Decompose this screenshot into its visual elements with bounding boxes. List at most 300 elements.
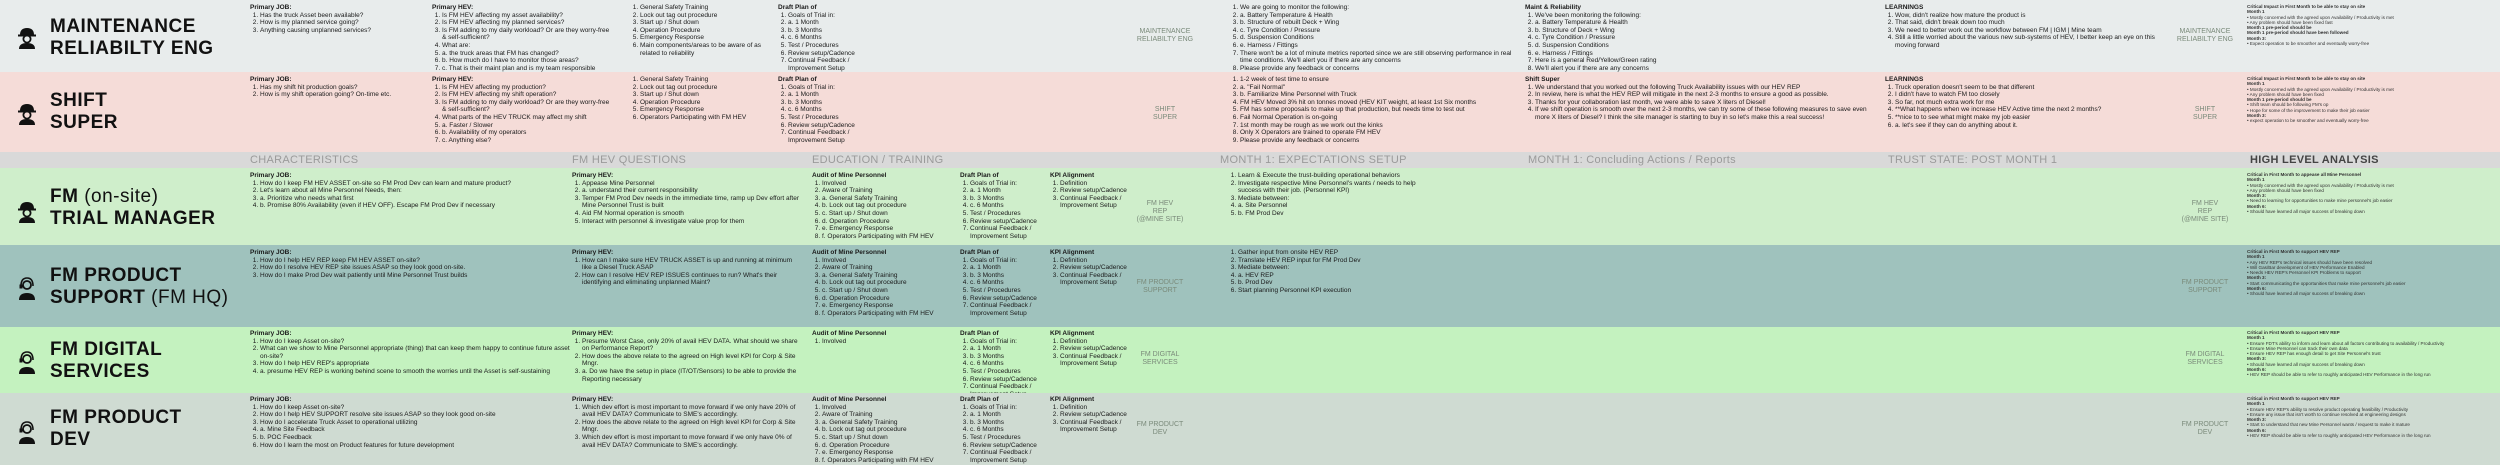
- person-headset-icon: [14, 419, 40, 445]
- analysis-line: Month 6:: [2247, 203, 2267, 209]
- analysis-line: Month 1: [2247, 9, 2265, 15]
- analysis-line: • Ensure any issue that isn't worth to continue resolved at engineering designs: [2247, 411, 2406, 417]
- list-item: 3. Temper FM Prod Dev needs in the immediate time, ramp up Dev effort after Mine Personnel Trust is built: [582, 195, 802, 210]
- list-item: 6. Review setup/Cadence: [970, 442, 1055, 450]
- list-item: 5. Test / Procedures: [788, 42, 878, 50]
- list-item: 4. c. 6 Months: [788, 34, 878, 42]
- role-ghost-label: FM PRODUCT SUPPORT: [2181, 279, 2229, 294]
- list-item: 2. Review setup/Cadence: [1060, 345, 1150, 353]
- list-item: 5. c. Start up / Shut down: [822, 287, 962, 295]
- list-item: 1. Goals of Trial in:: [970, 257, 1055, 265]
- person-hardhat-icon: [14, 100, 40, 126]
- list-item: 3. b. 3 Months: [970, 353, 1055, 361]
- list-item: 4. c. 6 Months: [970, 426, 1055, 434]
- list-item: 1. Appease Mine Personnel: [582, 180, 802, 188]
- list-item: 8. Only X Operators are trained to operate FM HEV: [1240, 129, 1520, 137]
- list-item: 2. Aware of Training: [822, 264, 962, 272]
- list-item: 1. Definition: [1060, 404, 1150, 412]
- role-cell: [0, 245, 250, 327]
- analysis-line: • Start communicating the opportunities that make mine personnel's job easier: [2247, 280, 2406, 286]
- row-maintenance: [0, 0, 2500, 72]
- questions-cell: Primary HEV: 1. Appease Mine Personnel 2. a. understand their current responsibility 3. Temper FM Prod Dev needs in the immediate time, ramp up Dev effort after Mine Personnel Trust is built 4. Aid FM Normal operation is smooth 5. Interact with personnel & investigate value prop for them: [572, 172, 802, 225]
- analysis-line: • Mostly concerned with the agreed upon Availability / Productivity is met: [2247, 182, 2394, 188]
- list-item: 1. Involved: [822, 404, 962, 412]
- month1-concluding-cell: Shift Super 1. We understand that you worked out the following Truck Availability issues with our HEV REP 2. In review, here is what the HEV REP will mitigate in the next 2-3 months to ensure a good as possible. 3. Thanks for your collaboration last month, we were able to save X liters of Diesel! 4. If we shift operation is smooth over the next 2-3 months, we can try some of these following measures to save even more X liters of Diesel? I think the site manager is starting to buy in so let's make this a real success!: [1525, 76, 1870, 122]
- list-item: 1. Learn & Execute the trust-building operational behaviors: [1238, 172, 1428, 180]
- row-shift-super: [0, 72, 2500, 152]
- draft-plan-cell: Draft Plan of 1. Goals of Trial in: 2. a. 1 Month 3. b. 3 Months 4. c. 6 Months 5. Test / Procedures 6. Review setup/Cadence 7. Continual Feedback / Improvement Setup: [960, 396, 1055, 464]
- analysis-line: Month 3:: [2247, 356, 2267, 362]
- list-item: 1. Definition: [1060, 180, 1150, 188]
- list-item: 5. b. FM Prod Dev: [1238, 210, 1428, 218]
- list-item: 4. a. HEV REP: [1238, 272, 1428, 280]
- list-item: 3. How do I make Prod Dev wait patiently until Mine Personnel Trust builds: [260, 272, 570, 280]
- list-item: 6. b. How much do I have to monitor those areas?: [442, 57, 612, 65]
- list-item: 3. Mediate between:: [1238, 264, 1428, 272]
- analysis-line: • Expect operation to be smoother and eventually worry-free: [2247, 41, 2370, 47]
- list-item: 5. d. Suspension Conditions: [1535, 42, 1795, 50]
- list-item: 8. f. Operators Participating with FM HEV: [822, 457, 962, 465]
- analysis-line: Month 1 pre-period should be: [2247, 25, 2312, 31]
- education-cell: Audit of Mine Personnel 1. Involved: [812, 330, 962, 345]
- list-item: 4. a. Mine Site Feedback: [260, 426, 570, 434]
- questions-cell: Primary HEV: 1. Is FM HEV affecting my asset availability? 2. Is FM HEV affecting my planned services? 3. Is FM adding to my daily workload? Or are they worry-free & self-sufficient? 4. What are: 5. a. the truck areas that FM has changed? 6. b. How much do I have to monitor those areas? 7. c. That is their maint plan and is my team responsible: [432, 4, 612, 72]
- list-item: 1. Goals of Trial in:: [970, 180, 1055, 188]
- role-ghost-label: FM PRODUCT DEV: [2181, 421, 2229, 436]
- list-item: 3. b. 3 Months: [970, 419, 1055, 427]
- list-item: 3. Start up / Shut down: [640, 19, 780, 27]
- education-cell: Audit of Mine Personnel 1. Involved 2. Aware of Training 3. a. General Safety Training 4. b. Lock out tag out procedure 5. c. Start up / Shut down 6. d. Operation Procedure 7. e. Emergency Response 8. f. Operators Participating with FM HEV: [812, 249, 962, 317]
- list-item: 1. Goals of Trial in:: [788, 84, 878, 92]
- analysis-cell: Critical in First Month to appease all Mine Personnel Month 1 • Mostly concerned with the agreed upon Availability / Productivity is met • Any problem should have been fixed Month 3: • Need to learning for opportunities to make mine personnel's job easier Month 6: • Should have learned all major success of breaking down: [2247, 172, 2497, 242]
- list-item: 6. d. Operation Procedure: [822, 442, 962, 450]
- education-cell: [630, 76, 780, 122]
- list-item: 2. a. "Fail Normal": [1240, 84, 1520, 92]
- role-cell: [0, 168, 250, 245]
- list-item: 1. Definition: [1060, 257, 1150, 265]
- role-title: MAINTENANCE RELIABILTY ENG: [50, 16, 214, 59]
- draft-plan-cell: Draft Plan of 1. Goals of Trial in: 2. a. 1 Month 3. b. 3 Months 4. c. 6 Months 5. Test / Procedures 6. Review setup/Cadence 7. Continual Feedback / Improvement Setup: [960, 172, 1055, 240]
- analysis-line: • HEV REP should be able to refer to roughly anticipated HEV Performance in the long run: [2247, 372, 2431, 378]
- list-item: 5. b. POC Feedback: [260, 434, 570, 442]
- list-item: 2. How can I resolve HEV REP ISSUES continues to run? What's their identifying and eliminating unplanned Maint?: [582, 272, 802, 287]
- analysis-line: • Any HEV REP's technical issues should have been resolved: [2247, 259, 2373, 265]
- list-item: 3. We need to better work out the workflow between FM | IGM | Mine team: [1895, 27, 2165, 35]
- list-item: 2. How is my planned service going?: [260, 19, 420, 27]
- list-item: 1. Goals of Trial in:: [970, 404, 1055, 412]
- role-ghost-label: FM DIGITAL SERVICES: [1140, 351, 1180, 366]
- list-item: 4. FM HEV Moved 3% hit on tonnes moved (HEV KIT weight, at least 1st Six months: [1240, 99, 1520, 107]
- analysis-line: • Mostly concerned with the agreed upon Availability / Productivity is met: [2247, 14, 2394, 20]
- list-item: 7. Continual Feedback / Improvement Setup: [970, 302, 1055, 317]
- list-item: 4. a. presume HEV REP is working behind scene to smooth the worries until the Asset is self-sustaining: [260, 368, 570, 376]
- kpi-alignment-cell: KPI Alignment 1. Definition 2. Review setup/Cadence 3. Continual Feedback / Improvement Setup: [1050, 172, 1150, 210]
- list-item: 3. b. Structure of Deck + Wing: [1535, 27, 1795, 35]
- list-item: 2. Is FM HEV affecting my shift operation?: [442, 91, 612, 99]
- list-item: 2. How is my shift operation going? On-time etc.: [260, 91, 420, 99]
- role-ghost-label: SHIFT SUPER: [2192, 106, 2218, 121]
- list-item: 1. Gather input from onsite HEV REP: [1238, 249, 1428, 257]
- list-item: 6. e. Harness / Fittings: [1535, 50, 1795, 58]
- analysis-line: Month 3:: [2247, 113, 2267, 119]
- list-item: 5. Interact with personnel & investigate value prop for them: [582, 218, 802, 226]
- list-item: 3. Anything causing unplanned services?: [260, 27, 420, 35]
- list-item: 2. Is FM HEV affecting my planned services?: [442, 19, 612, 27]
- list-item: 6. Review setup/Cadence: [788, 50, 878, 58]
- analysis-cell: Critical in First Month to support HEV REP Month 1 • Ensure HEV REP's ability to resolve product operating feasibility / Productivity • Ensure any issue that isn't worth to continue resolved at engineering designs Month 3: • Start to understand that new Mine Personnel wants / request to make it mature Month 6: • HEV REP should be able to refer to roughly anticipated HEV Performance in the long run: [2247, 396, 2497, 462]
- list-item: 4. c. 6 Months: [970, 202, 1055, 210]
- list-item: 5. FM has some proposals to make up that production, but needs time to test out: [1240, 106, 1520, 114]
- analysis-line: • Any problem should have been fixed fast: [2247, 19, 2333, 25]
- list-item: 3. a. Prioritize who needs what first: [260, 195, 570, 203]
- list-item: 1. Truck operation doesn't seem to be that different: [1895, 84, 2165, 92]
- list-item: 2. Translate HEV REP input for FM Prod Dev: [1238, 257, 1428, 265]
- column-header: MONTH 1: Concluding Actions / Reports: [1528, 154, 1736, 166]
- list-item: 2. Lock out tag out procedure: [640, 84, 780, 92]
- list-item: 5. Test / Procedures: [970, 210, 1055, 218]
- person-headset-icon: [14, 275, 40, 301]
- analysis-line: Month 1: [2247, 254, 2265, 260]
- kpi-alignment-cell: KPI Alignment 1. Definition 2. Review setup/Cadence 3. Continual Feedback / Improvement Setup: [1050, 330, 1150, 368]
- column-header-bar: [0, 152, 2500, 168]
- list-item: 7. Continual Feedback / Improvement Setup: [788, 57, 878, 72]
- list-item: 7. e. Emergency Response: [822, 302, 962, 310]
- list-item: 1. Involved: [822, 180, 962, 188]
- row-product-support: [0, 245, 2500, 327]
- list-item: 2. a. 1 Month: [970, 345, 1055, 353]
- analysis-line: • Need to learning for opportunities to make mine personnel's job easier: [2247, 198, 2393, 204]
- list-item: 8. f. Operators Participating with FM HEV: [822, 233, 962, 241]
- analysis-line: • Ensure HEV REP's ability to resolve product operating feasibility / Productivity: [2247, 406, 2409, 412]
- list-item: 4. b. Lock out tag out procedure: [822, 202, 962, 210]
- analysis-cell: Critical in First Month to support HEV REP Month 1 • Ensure FDT's ability to inform and learn about all factors contributing to availability / Productivity • Ensure Mine Personnel can track their own data • Ensure HEV REP has enough detail to get Site Personnel's trust Month 3: • Should have learned all major success of breaking down Month 6: • HEV REP should be able to refer to roughly anticipated HEV Performance in the long run: [2247, 330, 2497, 390]
- list-item: 7. There won't be a lot of minute metrics reported since we are still observing performance in real time conditions. We'll alert you if there are any concerns: [1240, 50, 1520, 65]
- list-item: 8. We'll alert you if there are any concerns: [1535, 65, 1795, 73]
- column-header: FM HEV QUESTIONS: [572, 154, 687, 166]
- list-item: 6. b. Availability of my operators: [442, 129, 612, 137]
- list-item: 2. Aware of Training: [822, 187, 962, 195]
- list-item: 1. Goals of Trial in:: [970, 338, 1055, 346]
- column-header: TRUST STATE: POST MONTH 1: [1888, 154, 2058, 166]
- list-item: 5. c. Start up / Shut down: [822, 434, 962, 442]
- list-item: 1. Presume Worst Case, only 20% of avail HEV DATA. What should we share on Performance Report?: [582, 338, 802, 353]
- list-item: 5. a. the truck areas that FM has changed?: [442, 50, 612, 58]
- month1-setup-cell: [1228, 172, 1428, 218]
- analysis-line: • Ensure Mine Personnel can track their own data: [2247, 345, 2348, 351]
- list-item: 6. e. Harness / Fittings: [1240, 42, 1520, 50]
- list-item: 6. How do I learn the most on Product features for future development: [260, 442, 570, 450]
- list-item: 3. a. Do we have the setup in place (IT/OT/Sensors) to be able to provide the Reporting necessary: [582, 368, 802, 383]
- column-header: HIGH LEVEL ANALYSIS: [2250, 154, 2379, 166]
- list-item: 3. So far, not much extra work for me: [1895, 99, 2165, 107]
- list-item: 7. e. Emergency Response: [822, 449, 962, 457]
- trust-state-cell: LEARNINGS 1. Truck operation doesn't seem to be that different 2. I didn't have to watch FM too closely 3. So far, not much extra work for me 4. **What happens when we increase HEV Active time the next 2 months? 5. **nice to to see what might make my job easier 6. a. let's see if they can do anything about it.: [1885, 76, 2165, 129]
- characteristics-cell: Primary JOB: 1. Has the truck Asset been available? 2. How is my planned service going? 3. Anything causing unplanned services?: [250, 4, 420, 34]
- role-title: FM (on-site) TRIAL MANAGER: [50, 186, 216, 229]
- characteristics-cell: Primary JOB: 1. How do I keep Asset on-site? 2. What can we show to Mine Personnel appropriate (thing) that can keep them happy to continue future asset on-site? 3. How do I help HEV REP's appropriate 4. a. presume HEV REP is working behind scene to smooth the worries until the Asset is self-sustaining: [250, 330, 570, 376]
- month1-setup-cell: [1230, 76, 1520, 144]
- list-item: 7. Continual Feedback /: [970, 383, 1055, 398]
- list-item: 3. Continual Feedback / Improvement Setup: [1060, 272, 1150, 287]
- list-item: 2. How do I resolve HEV REP site issues ASAP so they look good on-site.: [260, 264, 570, 272]
- analysis-line: • Should have learned all major success of breaking down: [2247, 291, 2365, 297]
- list-item: 5. a. Faster / Slower: [442, 122, 612, 130]
- list-item: 6. Review setup/Cadence: [970, 376, 1055, 384]
- list-item: 4. If we shift operation is smooth over the next 2-3 months, we can try some of these following measures to save even more X liters of Diesel? I think the site manager is starting to buy in so let's make this a real success!: [1535, 106, 1870, 121]
- list-item: 2. How does the above relate to the agreed on High level KPI for Corp & Site Mngr.: [582, 353, 802, 368]
- list-item: 5. Test / Procedures: [788, 114, 878, 122]
- list-item: 6. Main components/areas to be aware of as related to reliability: [640, 42, 780, 57]
- list-item: 7. c. Anything else?: [442, 137, 612, 145]
- list-item: 3. Continual Feedback / Improvement Setup: [1060, 195, 1150, 210]
- list-item: 1. Which dev effort is most important to move forward if we only have 20% of avail HEV DATA? Communicate to SME's accordingly.: [582, 404, 802, 419]
- role-title: SHIFT SUPER: [50, 90, 118, 133]
- list-item: 4. c. 6 Months: [970, 360, 1055, 368]
- list-item: 3. Is FM adding to my daily workload? Or are they worry-free & self-sufficient?: [442, 27, 612, 42]
- list-item: 4. Still a little worried about the various new sub-systems of HEV, I better keep an eye on this moving forward: [1895, 34, 2165, 49]
- list-item: 1. We are going to monitor the following:: [1240, 4, 1520, 12]
- questions-cell: Primary HEV: 1. How can I make sure HEV TRUCK ASSET is up and running at minimum like a Diesel Truck ASAP 2. How can I resolve HEV REP ISSUES continues to run? What's their identifying and eliminating unplanned Maint?: [572, 249, 802, 287]
- analysis-line: Month 1: [2247, 401, 2265, 407]
- list-item: 2. Investigate respective Mine Personnel's wants / needs to help success with their job. (Personnel KPI): [1238, 180, 1428, 195]
- person-hardhat-icon: [14, 198, 40, 224]
- list-item: 1. Involved: [822, 338, 962, 346]
- analysis-line: • Ensure HEV REP has enough detail to get Site Personnel's trust: [2247, 351, 2381, 357]
- list-item: 1. How can I make sure HEV TRUCK ASSET is up and running at minimum like a Diesel Truck ASAP: [582, 257, 802, 272]
- list-item: 1. Is FM HEV affecting my production?: [442, 84, 612, 92]
- row-trial-manager: [0, 168, 2500, 245]
- role-ghost-label: SHIFT SUPER: [1152, 106, 1178, 121]
- draft-plan-cell: Draft Plan of 1. Goals of Trial in: 2. a. 1 Month 3. b. 3 Months 4. c. 6 Months 5. Test / Procedures 6. Review setup/Cadence 7. Continual Feedback /: [960, 330, 1055, 398]
- list-item: 1. General Safety Training: [640, 4, 780, 12]
- education-cell: Audit of Mine Personnel 1. Involved 2. Aware of Training 3. a. General Safety Training 4. b. Lock out tag out procedure 5. c. Start up / Shut down 6. d. Operation Procedure 7. e. Emergency Response 8. f. Operators Participating with FM HEV: [812, 172, 962, 240]
- list-item: 8. f. Operators Participating with FM HEV: [822, 310, 962, 318]
- list-item: 1. How do I help HEV REP keep FM HEV ASSET on-site?: [260, 257, 570, 265]
- draft-plan-cell: Draft Plan of 1. Goals of Trial in: 2. a. 1 Month 3. b. 3 Months 4. c. 6 Months 5. Test / Procedures 6. Review setup/Cadence 7. Continual Feedback / Improvement Setup: [778, 4, 878, 72]
- list-item: 2. Let's learn about all Mine Personnel Needs, then:: [260, 187, 570, 195]
- list-item: 6. Review setup/Cadence: [970, 295, 1055, 303]
- analysis-line: Month 1: [2247, 335, 2265, 341]
- kpi-alignment-cell: KPI Alignment 1. Definition 2. Review setup/Cadence 3. Continual Feedback / Improvement Setup: [1050, 396, 1150, 434]
- characteristics-cell: Primary JOB: 1. How do I help HEV REP keep FM HEV ASSET on-site? 2. How do I resolve HEV REP site issues ASAP so they look good on-site. 3. How do I make Prod Dev wait patiently until Mine Personnel Trust builds: [250, 249, 570, 279]
- list-item: 3. b. 3 Months: [788, 99, 878, 107]
- analysis-line: Month 1: [2247, 81, 2265, 87]
- list-item: 2. Lock out tag out procedure: [640, 12, 780, 20]
- list-item: 3. b. 3 Months: [788, 27, 878, 35]
- list-item: 7. e. Emergency Response: [822, 225, 962, 233]
- role-title: FM PRODUCT SUPPORT (FM HQ): [50, 265, 229, 308]
- list-item: 6. Operators Participating with FM HEV: [640, 114, 780, 122]
- list-item: 5. b. Prod Dev: [1238, 279, 1428, 287]
- list-item: 7. Continual Feedback / Improvement Setup: [970, 449, 1055, 464]
- list-item: 5. Test / Procedures: [970, 434, 1055, 442]
- analysis-line: • Any problem should have been fixed: [2247, 91, 2324, 97]
- list-item: 6. Review setup/Cadence: [788, 122, 878, 130]
- analysis-line: • Hope for some of the improvement to make their job easier: [2247, 107, 2370, 113]
- list-item: 1. How do I keep Asset on-site?: [260, 404, 570, 412]
- list-item: 2. a. Battery Temperature & Health: [1535, 19, 1795, 27]
- role-title: FM PRODUCT DEV: [50, 407, 182, 450]
- analysis-line: Month 3:: [2247, 35, 2267, 41]
- list-item: 3. b. 3 Months: [970, 272, 1055, 280]
- analysis-line: • Should have learned all major success of breaking down: [2247, 361, 2365, 367]
- list-item: 3. Start up / Shut down: [640, 91, 780, 99]
- list-item: 5. Test / Procedures: [970, 368, 1055, 376]
- list-item: 7. Continual Feedback / Improvement Setup: [788, 129, 878, 144]
- list-item: 3. a. General Safety Training: [822, 419, 962, 427]
- analysis-line: • Mostly concerned with the agreed upon Availability / Productivity is met: [2247, 86, 2394, 92]
- draft-plan-cell: Draft Plan of 1. Goals of Trial in: 2. a. 1 Month 3. b. 3 Months 4. c. 6 Months 5. Test / Procedures 6. Review setup/Cadence 7. Continual Feedback / Improvement Setup: [778, 76, 878, 144]
- list-item: 4. b. Lock out tag out procedure: [822, 279, 962, 287]
- list-item: 3. b. Structure of rebuilt Deck + Wing: [1240, 19, 1520, 27]
- list-item: 6. Review setup/Cadence: [970, 218, 1055, 226]
- list-item: 4. b. Lock out tag out procedure: [822, 426, 962, 434]
- characteristics-cell: Primary JOB: 1. Has my shift hit production goals? 2. How is my shift operation going? On-time etc.: [250, 76, 420, 99]
- person-headset-icon: [14, 349, 40, 375]
- role-cell: [0, 327, 250, 393]
- list-item: 7. Continual Feedback / Improvement Setup: [970, 225, 1055, 240]
- role-ghost-label: FM DIGITAL SERVICES: [2185, 351, 2225, 366]
- analysis-line: Month 3:: [2247, 193, 2267, 199]
- list-item: 4. **What happens when we increase HEV Active time the next 2 months?: [1895, 106, 2165, 114]
- role-cell: [0, 72, 250, 152]
- list-item: 5. **nice to to see what might make my job easier: [1895, 114, 2165, 122]
- list-item: 2. a. understand their current responsibility: [582, 187, 802, 195]
- analysis-line: • Ensure FDT's ability to inform and learn about all factors contributing to availability / Productivity: [2247, 340, 2445, 346]
- month1-setup-cell: [1228, 249, 1428, 295]
- row-product-dev: [0, 393, 2500, 465]
- analysis-cell: Critical Impact in First Month to be able to stay on site Month 1 • Mostly concerned with the agreed upon Availability / Productivity is met • Any problem should have been fixed Month 1 pre-period should be • Shift team should be following FM's op • Hope for some of the improvement to make their job easier Month 3: • expect operation to be smoother and eventually worry-free: [2247, 76, 2497, 148]
- list-item: 2. That said, didn't break down too much: [1895, 19, 2165, 27]
- list-item: 2. a. 1 Month: [788, 19, 878, 27]
- column-header: MONTH 1: EXPECTATIONS SETUP: [1220, 154, 1407, 166]
- questions-cell: Primary HEV: 1. Presume Worst Case, only 20% of avail HEV DATA. What should we share on Performance Report? 2. How does the above relate to the agreed on High level KPI for Corp & Site Mngr. 3. a. Do we have the setup in place (IT/OT/Sensors) to be able to provide the Reporting necessary: [572, 330, 802, 383]
- analysis-line: Month 6:: [2247, 286, 2267, 292]
- list-item: 6. Start planning Personnel KPI execution: [1238, 287, 1428, 295]
- analysis-line: • expect operation to be smoother and eventually worry-free: [2247, 118, 2369, 124]
- list-item: 9. Please provide any feedback or concerns: [1240, 137, 1520, 145]
- list-item: 3. Continual Feedback / Improvement Setup: [1060, 353, 1150, 368]
- list-item: 6. Fail Normal Operation is on-going: [1240, 114, 1520, 122]
- list-item: 2. Review setup/Cadence: [1060, 411, 1150, 419]
- analysis-line: Month 1 pre-period should be: [2247, 97, 2312, 103]
- list-item: 1. General Safety Training: [640, 76, 780, 84]
- list-item: 1. We've been monitoring the following:: [1535, 12, 1795, 20]
- characteristics-cell: Primary JOB: 1. How do I keep FM HEV ASSET on-site so FM Prod Dev can learn and mature product? 2. Let's learn about all Mine Personnel Needs, then: 3. a. Prioritize who needs what first 4. b. Promise 80% Availability (even if HEV OFF). Escape FM Prod Dev if necessary: [250, 172, 570, 210]
- list-item: 4. b. Promise 80% Availability (even if HEV OFF). Escape FM Prod Dev if necessary: [260, 202, 570, 210]
- analysis-line: • Start to understand that new Mine Personnel wants / request to make it mature: [2247, 422, 2410, 428]
- list-item: 7. 1st month may be rough as we work out the kinks: [1240, 122, 1520, 130]
- analysis-line: Month 1: [2247, 177, 2265, 183]
- analysis-line: Month 3:: [2247, 275, 2267, 281]
- analysis-line: • Any problem should have been fixed: [2247, 187, 2324, 193]
- role-ghost-label: FM PRODUCT DEV: [1136, 421, 1184, 436]
- analysis-cell: Critical in First Month to support HEV REP Month 1 • Any HEV REP's technical issues should have been resolved • Will Gas/Bar development of HEV Performance Enabled • Needs HEV REP's Personnel KPI Problems to support Month 3: • Start communicating the opportunities that make mine personnel's job easier Month 6: • Should have learned all major success of breaking down: [2247, 249, 2497, 323]
- role-ghost-label: FM HEV REP (@MINE SITE): [2181, 200, 2229, 223]
- analysis-line: Month 3:: [2247, 417, 2267, 423]
- list-item: 2. a. 1 Month: [970, 411, 1055, 419]
- list-item: 5. c. Start up / Shut down: [822, 210, 962, 218]
- list-item: 5. d. Suspension Conditions: [1240, 34, 1520, 42]
- list-item: 3. a. General Safety Training: [822, 195, 962, 203]
- list-item: 6. d. Operation Procedure: [822, 218, 962, 226]
- list-item: 1. How do I keep Asset on-site?: [260, 338, 570, 346]
- list-item: 4. Operation Procedure: [640, 27, 780, 35]
- list-item: 2. Review setup/Cadence: [1060, 264, 1150, 272]
- questions-cell: Primary HEV: 1. Which dev effort is most important to move forward if we only have 20% of avail HEV DATA? Communicate to SME's accordingly. 2. How does the above relate to the agreed on High level KPI for Corp & Site Mngr. 3. Which dev effort is most important to move forward if we only have 0% of avail HEV DATA? Communicate to SME's accordingly.: [572, 396, 802, 449]
- list-item: 2. Review setup/Cadence: [1060, 187, 1150, 195]
- list-item: 4. What parts of the HEV TRUCK may affect my shift: [442, 114, 612, 122]
- analysis-line: • Shift team should be following FM's op: [2247, 102, 2329, 108]
- row-digital-services: [0, 327, 2500, 393]
- characteristics-cell: Primary JOB: 1. How do I keep Asset on-site? 2. How do I help HEV SUPPORT resolve site issues ASAP so they look good on-site 3. How do I accelerate Truck Asset to operational utilizing 4. a. Mine Site Feedback 5. b. POC Feedback 6. How do I learn the most on Product features for future development: [250, 396, 570, 449]
- role-ghost-label: MAINTENANCE RELIABILTY ENG: [1136, 28, 1194, 43]
- list-item: 7. c. That is their maint plan and is my team responsible: [442, 65, 612, 73]
- list-item: 3. Thanks for your collaboration last month, we were able to save X liters of Diesel!: [1535, 99, 1870, 107]
- list-item: 1. Goals of Trial in:: [788, 12, 878, 20]
- analysis-line: • Should have learned all major success of breaking down: [2247, 209, 2365, 215]
- analysis-line: Month 1 pre-period should have been followed: [2247, 30, 2349, 36]
- list-item: 1. Wow, didn't realize how mature the product is: [1895, 12, 2165, 20]
- list-item: 2. a. 1 Month: [970, 187, 1055, 195]
- kpi-alignment-cell: KPI Alignment 1. Definition 2. Review setup/Cadence 3. Continual Feedback / Improvement Setup: [1050, 249, 1150, 287]
- list-item: 4. Aid FM Normal operation is smooth: [582, 210, 802, 218]
- role-cell: [0, 0, 250, 72]
- list-item: 1. Has the truck Asset been available?: [260, 12, 420, 20]
- list-item: 4. a. Site Personnel: [1238, 202, 1428, 210]
- list-item: 6. a. let's see if they can do anything about it.: [1895, 122, 2165, 130]
- list-item: 3. b. 3 Months: [970, 195, 1055, 203]
- list-item: 4. Operation Procedure: [640, 99, 780, 107]
- list-item: 1. Definition: [1060, 338, 1150, 346]
- list-item: 2. a. 1 Month: [970, 264, 1055, 272]
- month1-concluding-cell: Maint & Reliability 1. We've been monitoring the following: 2. a. Battery Temperature & Health 3. b. Structure of Deck + Wing 4. c. Tyre Condition / Pressure 5. d. Suspension Conditions 6. e. Harness / Fittings 7. Here is a general Red/Yellow/Green rating 8. We'll alert you if there are any concerns: [1525, 4, 1795, 72]
- list-item: 2. a. 1 Month: [788, 91, 878, 99]
- trust-state-cell: LEARNINGS 1. Wow, didn't realize how mature the product is 2. That said, didn't break down too much 3. We need to better work out the workflow between FM | IGM | Mine team 4. Still a little worried about the various new sub-systems of HEV, I better keep an eye on this moving forward: [1885, 4, 2165, 50]
- analysis-cell: Critical Impact in First Month to be able to stay on site Month 1 • Mostly concerned with the agreed upon Availability / Productivity is met • Any problem should have been fixed fast Month 1 pre-period should be Month 1 pre-period should have been followed Month 3: • Expect operation to be smoother and eventually worry-free: [2247, 4, 2497, 68]
- list-item: 1. Involved: [822, 257, 962, 265]
- role-ghost-label: MAINTENANCE RELIABILTY ENG: [2176, 28, 2234, 43]
- list-item: 1. 1-2 week of test time to ensure: [1240, 76, 1520, 84]
- person-hardhat-icon: [14, 24, 40, 50]
- list-item: 3. Continual Feedback / Improvement Setup: [1060, 419, 1150, 434]
- list-item: 5. Emergency Response: [640, 34, 780, 42]
- analysis-line: Month 6:: [2247, 367, 2267, 373]
- list-item: 4. c. 6 Months: [788, 106, 878, 114]
- list-item: 4. c. 6 Months: [970, 279, 1055, 287]
- list-item: 6. d. Operation Procedure: [822, 295, 962, 303]
- list-item: 4. c. Tyre Condition / Pressure: [1240, 27, 1520, 35]
- list-item: 8. Please provide any feedback or concerns: [1240, 65, 1520, 73]
- analysis-line: Month 6:: [2247, 427, 2267, 433]
- list-item: 3. a. General Safety Training: [822, 272, 962, 280]
- analysis-line: • HEV REP should be able to refer to roughly anticipated HEV Performance in the long run: [2247, 433, 2431, 439]
- list-item: 4. What are:: [442, 42, 612, 50]
- list-item: 5. Emergency Response: [640, 106, 780, 114]
- list-item: 5. Test / Procedures: [970, 287, 1055, 295]
- list-item: 4. c. Tyre Condition / Pressure: [1535, 34, 1795, 42]
- list-item: 3. How do I help HEV REP's appropriate: [260, 360, 570, 368]
- list-item: 7. Here is a general Red/Yellow/Green rating: [1535, 57, 1795, 65]
- education-cell: [630, 4, 780, 57]
- list-item: 2. How does the above relate to the agreed on High level KPI for Corp & Site Mngr.: [582, 419, 802, 434]
- draft-plan-cell: Draft Plan of 1. Goals of Trial in: 2. a. 1 Month 3. b. 3 Months 4. c. 6 Months 5. Test / Procedures 6. Review setup/Cadence 7. Continual Feedback / Improvement Setup: [960, 249, 1055, 317]
- column-header: EDUCATION / TRAINING: [812, 154, 944, 166]
- analysis-line: • Will Gas/Bar development of HEV Performance Enabled: [2247, 264, 2365, 270]
- list-item: 2. In review, here is what the HEV REP will mitigate in the next 2-3 months to ensure a good as possible.: [1535, 91, 1870, 99]
- role-title: FM DIGITAL SERVICES: [50, 339, 163, 382]
- list-item: 3. How do I accelerate Truck Asset to operational utilizing: [260, 419, 570, 427]
